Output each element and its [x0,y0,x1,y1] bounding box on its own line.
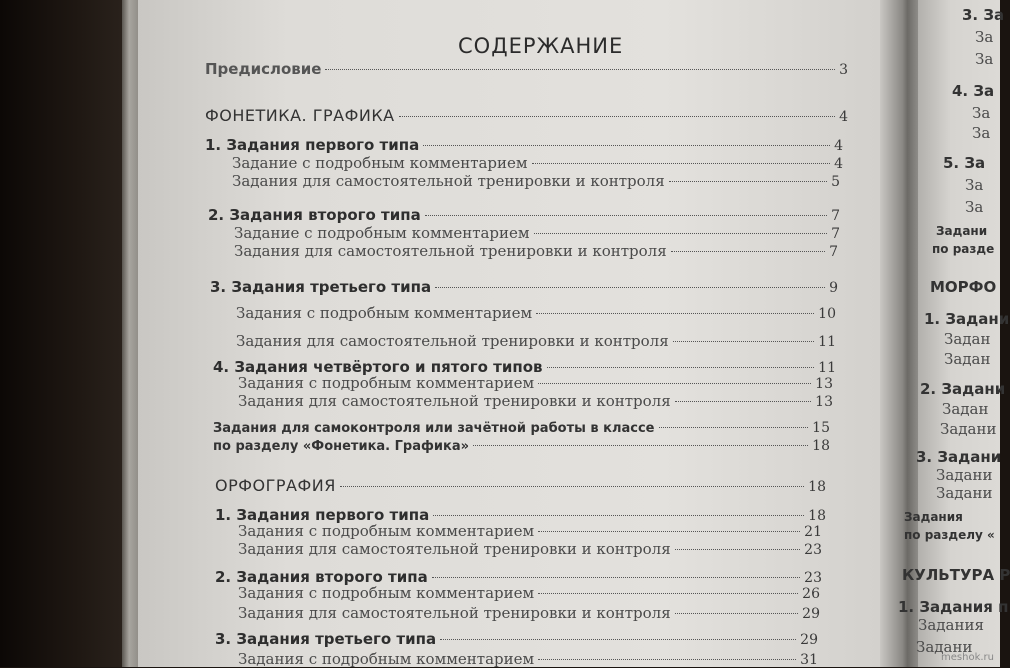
toc-entry [213,420,830,436]
toc-entry-label: Задания с подробным комментарием [238,650,535,668]
toc-entry-label: по разделу «Фонетика. Графика» [213,439,469,454]
toc-entry-label: 1. Задания первого типа [205,136,420,154]
right-page-fragment: по разделу « [904,528,995,542]
toc-entry-label: 2. Задания второго типа [215,568,428,586]
toc-entry-page: 11 [818,360,836,376]
right-page-fragment: Задан [942,400,989,418]
dot-leader [538,659,796,660]
toc-entry-label: Задание с подробным комментарием [234,224,530,242]
dot-leader [399,116,835,117]
dot-leader [473,445,808,446]
toc-entry-label: Задания с подробным комментарием [236,304,533,322]
dot-leader [340,486,804,487]
right-page-fragment: 2. Задани [920,380,1006,398]
toc-entry [238,374,833,392]
toc-entry-page: 13 [815,376,833,392]
right-page-fragment: 1. Задани [924,310,1010,328]
toc-entry [205,60,848,78]
dot-leader [435,287,825,288]
dot-leader [673,341,815,342]
right-page-fragment: Задани [936,224,988,238]
right-page-fragment: За [972,104,991,122]
toc-entry [232,154,843,172]
toc-entry-page: 4 [834,156,843,172]
right-page-fragment: 3. За [962,6,1005,24]
toc-entry-label: Задания для самостоятельной тренировки и контроля [238,604,671,622]
toc-entry [215,476,826,495]
toc-entry-page: 11 [818,334,836,350]
right-page-fragment: Задан [944,330,991,348]
toc-entry [234,224,840,242]
toc-entry [210,278,838,296]
right-page-fragment: по разде [932,242,995,256]
toc-entry-page: 3 [839,62,848,78]
dot-leader [325,69,835,70]
toc-entry-label: Задания для самостоятельной тренировки и контроля [238,392,671,410]
toc-entry-page: 7 [829,244,838,260]
dot-leader [675,401,812,402]
dot-leader [538,383,811,384]
toc-entry-page: 5 [831,174,840,190]
toc-entry-page: 4 [839,109,848,125]
watermark: meshok.ru [941,652,994,663]
toc-entry-page: 18 [808,508,826,524]
toc-entry [234,242,838,260]
right-page-fragment: За [965,176,984,194]
toc-entry [215,630,818,648]
toc-entry-label: ФОНЕТИКА. ГРАФИКА [205,106,395,125]
toc-entry-label: Предисловие [205,60,322,78]
dot-leader [669,181,827,182]
toc-entry-label: 3. Задания третьего типа [215,630,437,648]
dot-leader [659,427,809,428]
dot-leader [538,531,800,532]
toc-entry-page: 7 [831,208,840,224]
toc-entry-page: 4 [834,138,843,154]
toc-entry-label: ОРФОГРАФИЯ [215,476,336,495]
toc-entry-page: 31 [800,652,818,668]
right-page-fragment: Задания [918,616,984,634]
toc-entry [232,172,840,190]
right-page-fragment: Задания [904,510,963,524]
right-page-fragment: Задани [936,484,993,502]
toc-entry-page: 29 [802,606,820,622]
right-page-fragment: За [972,124,991,142]
right-page-fragment: 1. Задания п [898,598,1009,616]
dot-leader [534,233,828,234]
right-page-fragment: 5. За [943,154,986,172]
toc-entry-page: 23 [804,570,822,586]
toc-entry-label: Задания с подробным комментарием [238,522,535,540]
toc-entry-page: 18 [812,438,830,454]
dot-leader [671,251,825,252]
background-left [0,0,125,667]
toc-entry [238,522,822,540]
right-page-fragment: МОРФО [930,278,997,296]
right-page-fragment: Задан [944,350,991,368]
dot-leader [432,577,800,578]
toc-entry-label: Задания для самостоятельной тренировки и контроля [236,332,669,350]
dot-leader [440,639,796,640]
toc-entry-page: 29 [800,632,818,648]
right-page-fragment: КУЛЬТУРА Р [902,566,1010,584]
dot-leader [425,215,827,216]
right-page-fragment: Задани [940,420,997,438]
toc-entry [236,304,836,322]
toc-entry-page: 10 [818,306,836,322]
toc-entry-label: 4. Задания четвёртого и пятого типов [213,358,543,376]
toc-entry [208,206,840,224]
toc-entry [236,332,836,350]
dot-leader [423,145,830,146]
toc-entry-label: 3. Задания третьего типа [210,278,432,296]
dot-leader [538,593,798,594]
right-page-fragment: Задани [916,638,973,656]
toc-entry-label: Задание с подробным комментарием [232,154,528,172]
toc-entry-label: Задания для самостоятельной тренировки и контроля [238,540,671,558]
toc-entry-label: Задания для самостоятельной тренировки и контроля [234,242,667,260]
toc-entry-page: 13 [815,394,833,410]
dot-leader [532,163,831,164]
toc-entry [238,650,818,668]
toc-entry-page: 18 [808,479,826,495]
toc-entry-label: Задания с подробным комментарием [238,584,535,602]
dot-leader [433,515,804,516]
toc-entry-page: 7 [831,226,840,242]
toc-entry-label: 1. Задания первого типа [215,506,430,524]
toc-entry [205,106,848,125]
toc-entry-page: 23 [804,542,822,558]
right-page-fragment: 4. За [952,82,995,100]
toc-entry-label: Задания с подробным комментарием [238,374,535,392]
toc-entry-label: 2. Задания второго типа [208,206,421,224]
right-page-fragment: За [975,50,994,68]
right-page-fragment: Задани [936,466,993,484]
right-page-fragment: 3. Задани [916,448,1002,466]
toc-entry-page: 15 [812,420,830,436]
right-page-fragment: За [975,28,994,46]
toc-entry-label: Задания для самостоятельной тренировки и контроля [232,172,665,190]
toc-entry-page: 21 [804,524,822,540]
toc-entry-page: 9 [829,280,838,296]
toc-entry-label: Задания для самоконтроля или зачётной работы в классе [213,421,655,436]
dot-leader [675,613,799,614]
right-page-fragment: За [965,198,984,216]
toc-entry [238,584,820,602]
toc-entry [238,540,822,558]
toc-entry [205,136,843,154]
toc-entry [238,604,820,622]
dot-leader [547,367,815,368]
toc-entry [213,438,830,454]
dot-leader [675,549,801,550]
toc-entry [238,392,833,410]
toc-entry-page: 26 [802,586,820,602]
dot-leader [536,313,814,314]
page-title: СОДЕРЖАНИЕ [458,34,624,58]
